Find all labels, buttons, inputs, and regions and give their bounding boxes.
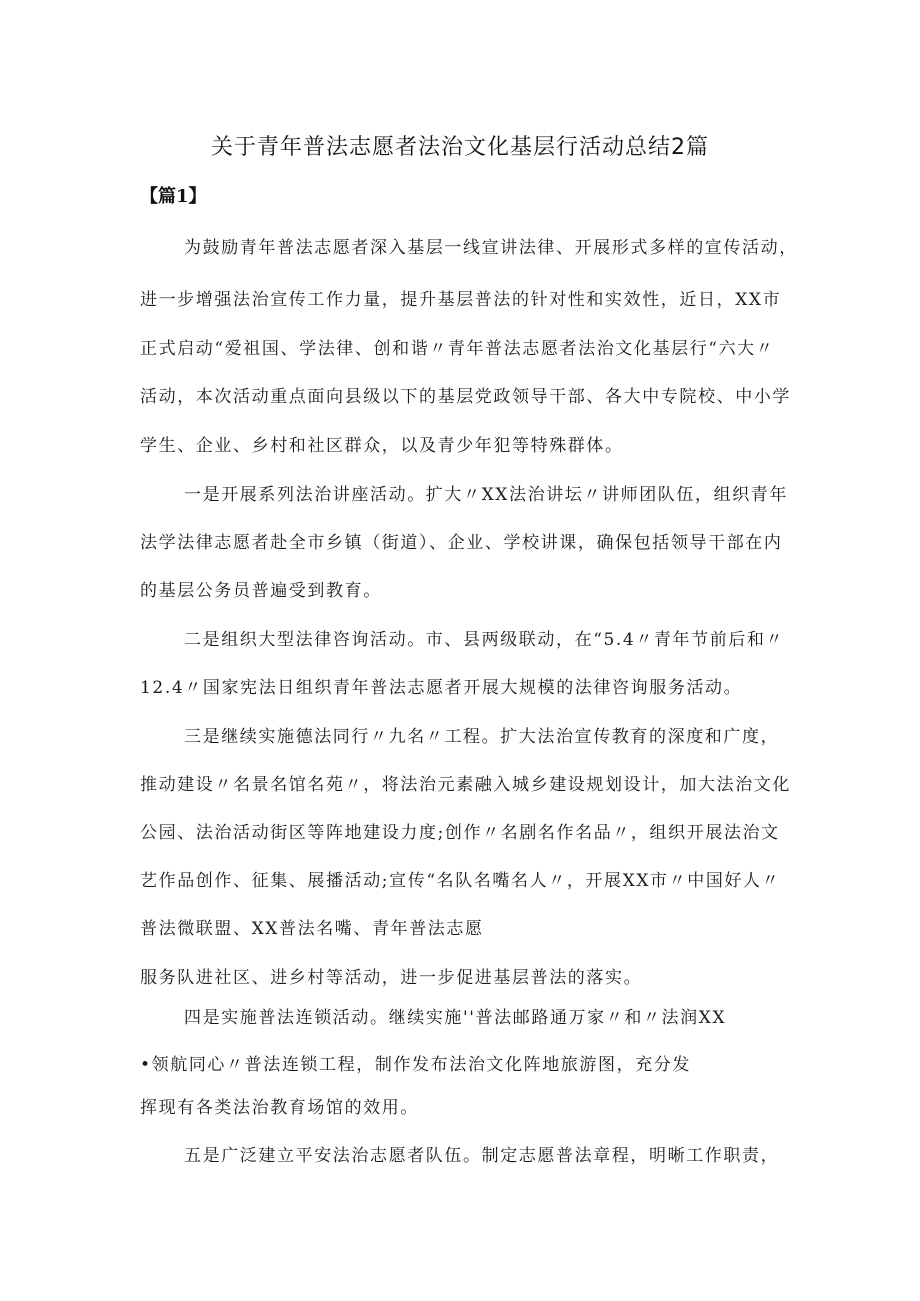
paragraph-line: •领航同心〃普法连锁工程，制作发布法治文化阵地旅游图，充分发 <box>140 1055 692 1075</box>
paragraph-line: 学生、企业、乡村和社区群众，以及青少年犯等特殊群体。 <box>140 436 624 456</box>
paragraph-line: 挥现有各类法治教育场馆的效用。 <box>140 1098 419 1118</box>
paragraph-line: 法学法律志愿者赴全市乡镇（街道）、企业、学校讲课，确保包括领导干部在内 <box>140 533 783 553</box>
paragraph-line: 艺作品创作、征集、展播活动;宣传“名队名嘴名人〃，开展XX市〃中国好人〃 <box>140 871 781 891</box>
paragraph-line: 四是实施普法连锁活动。继续实施''普法邮路通万家〃和〃法润XX <box>184 1008 727 1028</box>
document-title: 关于青年普法志愿者法治文化基层行活动总结2篇 <box>211 135 709 160</box>
paragraph-line: 公园、法治活动街区等阵地建设力度;创作〃名剧名作名品〃，组织开展法治文 <box>140 823 780 843</box>
paragraph-line: 12.4〃国家宪法日组织青年普法志愿者开展大规模的法律咨询服务活动。 <box>140 678 743 698</box>
paragraph-line: 服务队进社区、进乡村等活动，进一步促进基层普法的落实。 <box>140 968 643 988</box>
paragraph-line: 活动，本次活动重点面向县级以下的基层党政领导干部、各大中专院校、中小学 <box>140 387 791 407</box>
paragraph-line: 三是继续实施德法同行〃九名〃工程。扩大法治宣传教育的深度和广度， <box>184 727 780 747</box>
paragraph-line: 推动建设〃名景名馆名苑〃，将法治元素融入城乡建设规划设计，加大法治文化 <box>140 775 791 795</box>
paragraph-line: 一是开展系列法治讲座活动。扩大〃XX法治讲坛〃讲师团队伍，组织青年 <box>184 485 789 505</box>
paragraph-line: 普法微联盟、XX普法名嘴、青年普法志愿 <box>140 919 484 939</box>
paragraph-line: 为鼓励青年普法志愿者深入基层一线宣讲法律、开展形式多样的宣传活动， <box>184 238 798 258</box>
paragraph-line: 五是广泛建立平安法治志愿者队伍。制定志愿普法章程，明晰工作职责， <box>184 1146 780 1166</box>
paragraph-line: 正式启动“爱祖国、学法律、创和谐〃青年普法志愿者法治文化基层行“六大〃 <box>140 339 775 359</box>
paragraph-line: 进一步增强法治宣传工作力量，提升基层普法的针对性和实效性，近日，XX市 <box>140 290 782 310</box>
section-label: 【篇1】 <box>140 186 207 207</box>
paragraph-line: 二是组织大型法律咨询活动。市、县两级联动，在“5.4〃青年节前后和〃 <box>184 630 785 650</box>
paragraph-line: 的基层公务员普遍受到教育。 <box>140 581 382 601</box>
